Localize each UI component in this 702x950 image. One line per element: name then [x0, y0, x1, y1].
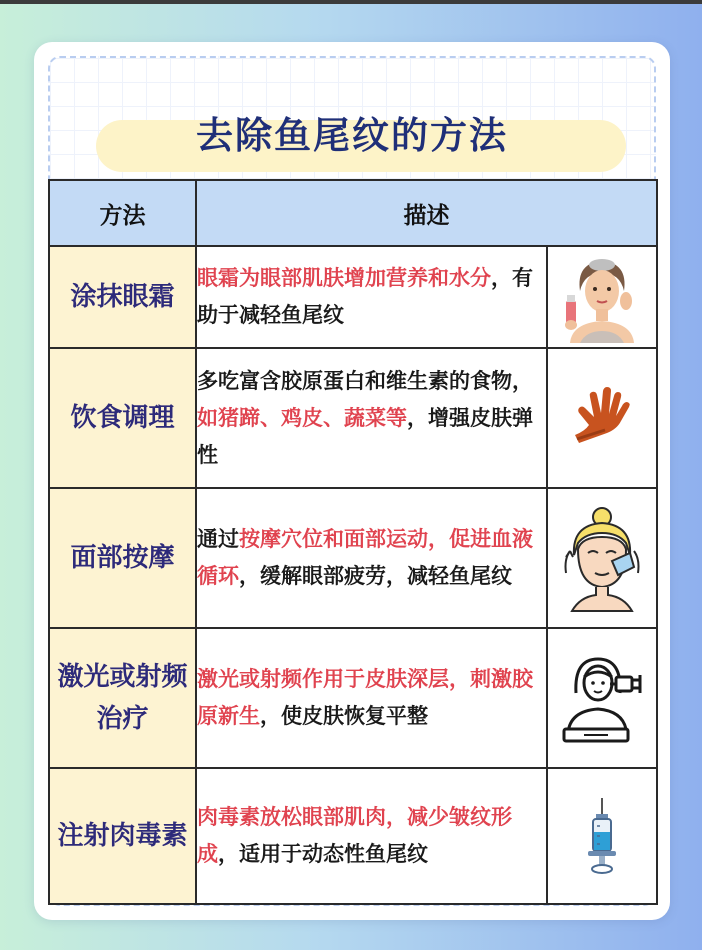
- method-cell: 面部按摩: [49, 488, 196, 628]
- method-cell: 饮食调理: [49, 348, 196, 488]
- desc-highlight: 激光或射频作用于皮肤深层，刺激胶原新生: [197, 667, 533, 728]
- desc-highlight: 如猪蹄、鸡皮、蔬菜等: [197, 405, 407, 430]
- icon-cell: [547, 628, 657, 768]
- face-massage-icon: [560, 503, 644, 613]
- desc-text: ，适用于动态性鱼尾纹: [218, 842, 428, 866]
- hand-icon: [567, 383, 637, 453]
- woman-applying-cream-icon: [562, 251, 642, 343]
- laser-treatment-icon: [560, 653, 644, 743]
- desc-text: 通过: [197, 527, 239, 551]
- icon-cell: [547, 768, 657, 904]
- desc-highlight: 肉毒素放松眼部肌肉，减少皱纹形成: [197, 805, 512, 866]
- method-cell: 激光或射频治疗: [49, 628, 196, 768]
- header-method: 方法: [49, 180, 196, 246]
- syringe-icon: [580, 796, 624, 876]
- icon-cell: [547, 246, 657, 348]
- desc-highlight: 眼霜为眼部肌肤增加营养和水分: [197, 266, 491, 290]
- description-cell: [196, 488, 547, 628]
- description-cell: [196, 628, 547, 768]
- description-cell: [196, 768, 547, 904]
- table-row: [49, 768, 657, 904]
- table-row: [49, 246, 657, 348]
- desc-text: ，使皮肤恢复平整: [260, 704, 428, 728]
- desc-highlight: 按摩穴位和面部运动，促进血液循环: [197, 527, 533, 588]
- header-description: 描述: [196, 180, 657, 246]
- table-row: [49, 488, 657, 628]
- description-cell: [196, 246, 547, 348]
- table-row: [49, 348, 657, 488]
- desc-text: ，缓解眼部疲劳，减轻鱼尾纹: [239, 564, 512, 588]
- table-row: [49, 628, 657, 768]
- desc-text: ，增强皮肤弹性: [197, 405, 533, 467]
- method-cell: 注射肉毒素: [49, 768, 196, 904]
- desc-text: 多吃富含胶原蛋白和维生素的食物，: [197, 368, 533, 393]
- top-bar: [0, 0, 702, 4]
- icon-cell: [547, 488, 657, 628]
- method-cell: 涂抹眼霜: [49, 246, 196, 348]
- page-title: 去除鱼尾纹的方法: [196, 114, 508, 157]
- icon-cell: [547, 348, 657, 488]
- table-header-row: [49, 180, 657, 246]
- desc-text: ，有助于减轻鱼尾纹: [197, 266, 533, 327]
- description-cell: [196, 348, 547, 488]
- methods-table: [48, 179, 658, 905]
